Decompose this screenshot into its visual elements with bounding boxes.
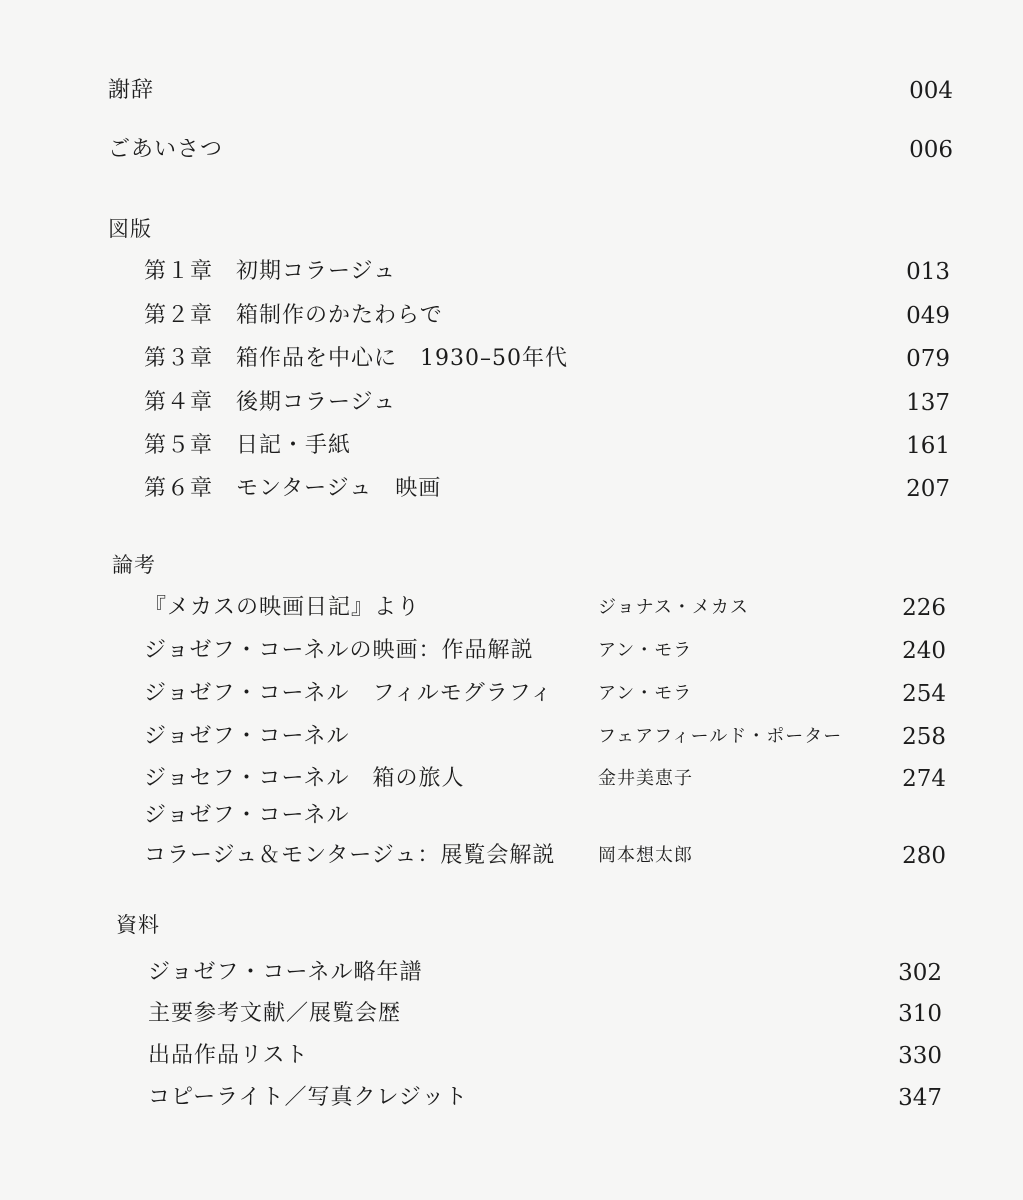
toc-title: ジョセフ・コーネル 箱の旅人 xyxy=(144,766,465,791)
toc-entry xyxy=(0,1038,1023,1074)
toc-entry xyxy=(0,955,1023,991)
toc-page: 254 xyxy=(902,681,946,707)
toc-page: 258 xyxy=(902,724,946,750)
toc-page: 226 xyxy=(902,595,946,621)
toc-title: 『メカスの映画日記』より xyxy=(144,595,421,620)
toc-entry-line2 xyxy=(0,838,1023,874)
toc-entry xyxy=(0,633,1023,669)
toc-entry-greeting xyxy=(0,132,1023,168)
toc-author: ジョナス・メカス xyxy=(598,597,749,618)
toc-author: 金井美恵子 xyxy=(598,768,693,789)
toc-author: アン・モラ xyxy=(598,683,693,704)
toc-entry xyxy=(0,428,1023,464)
toc-title: 第４章 後期コラージュ xyxy=(144,390,397,415)
toc-page: 004 xyxy=(909,78,953,104)
toc-title: 第６章 モンタージュ 映画 xyxy=(144,476,442,501)
toc-title: 謝辞 xyxy=(108,78,155,103)
toc-entry xyxy=(0,1080,1023,1116)
toc-title: コピーライト／写真クレジット xyxy=(148,1085,468,1110)
toc-page: 330 xyxy=(898,1043,942,1069)
toc-title: ごあいさつ xyxy=(108,137,224,162)
toc-page: 137 xyxy=(906,390,950,416)
toc-page: 310 xyxy=(898,1001,942,1027)
toc-entry xyxy=(0,341,1023,377)
toc-title: 第３章 箱作品を中心に 1930–50年代 xyxy=(144,346,568,371)
toc-page: 207 xyxy=(906,476,950,502)
toc-entry xyxy=(0,719,1023,755)
toc-title: 出品作品リスト xyxy=(148,1043,309,1068)
toc-entry xyxy=(0,254,1023,290)
toc-entry-line1 xyxy=(0,798,1023,834)
toc-entry xyxy=(0,761,1023,797)
toc-author: 岡本想太郎 xyxy=(598,845,693,866)
toc-title-continued: コラージュ＆モンタージュ：展覧会解説 xyxy=(144,843,556,868)
toc-entry xyxy=(0,298,1023,334)
toc-page: 240 xyxy=(902,638,946,664)
section-heading-essays: 論考 xyxy=(112,553,156,577)
toc-page: 013 xyxy=(906,259,950,285)
toc-title: ジョゼフ・コーネル xyxy=(144,803,350,828)
toc-author: フェアフィールド・ポーター xyxy=(598,726,843,747)
toc-title: 第２章 箱制作のかたわらで xyxy=(144,303,443,328)
toc-title: 第１章 初期コラージュ xyxy=(144,259,397,284)
toc-page: 274 xyxy=(902,766,946,792)
toc-title: 主要参考文献／展覧会歴 xyxy=(148,1001,402,1026)
toc-title: 第５章 日記・手紙 xyxy=(144,433,352,458)
toc-page: 302 xyxy=(898,960,942,986)
toc-title: ジョゼフ・コーネル略年譜 xyxy=(148,960,423,985)
toc-entry xyxy=(0,996,1023,1032)
toc-page: 347 xyxy=(898,1085,942,1111)
toc-page: 079 xyxy=(906,346,950,372)
toc-title: ジョゼフ・コーネルの映画：作品解説 xyxy=(144,638,534,663)
section-heading-materials: 資料 xyxy=(116,913,160,937)
toc-entry-acknowledgements xyxy=(0,73,1023,109)
toc-title: ジョゼフ・コーネル xyxy=(144,724,350,749)
toc-page: 006 xyxy=(909,137,953,163)
toc-entry xyxy=(0,676,1023,712)
toc-title: ジョゼフ・コーネル フィルモグラフィ xyxy=(144,681,553,706)
toc-author: アン・モラ xyxy=(598,640,693,661)
toc-entry xyxy=(0,471,1023,507)
section-heading-plates: 図版 xyxy=(108,217,152,241)
toc-page: 280 xyxy=(902,843,946,869)
toc-entry xyxy=(0,590,1023,626)
toc-page: 049 xyxy=(906,303,950,329)
toc-entry xyxy=(0,385,1023,421)
toc-page: 161 xyxy=(906,433,950,459)
